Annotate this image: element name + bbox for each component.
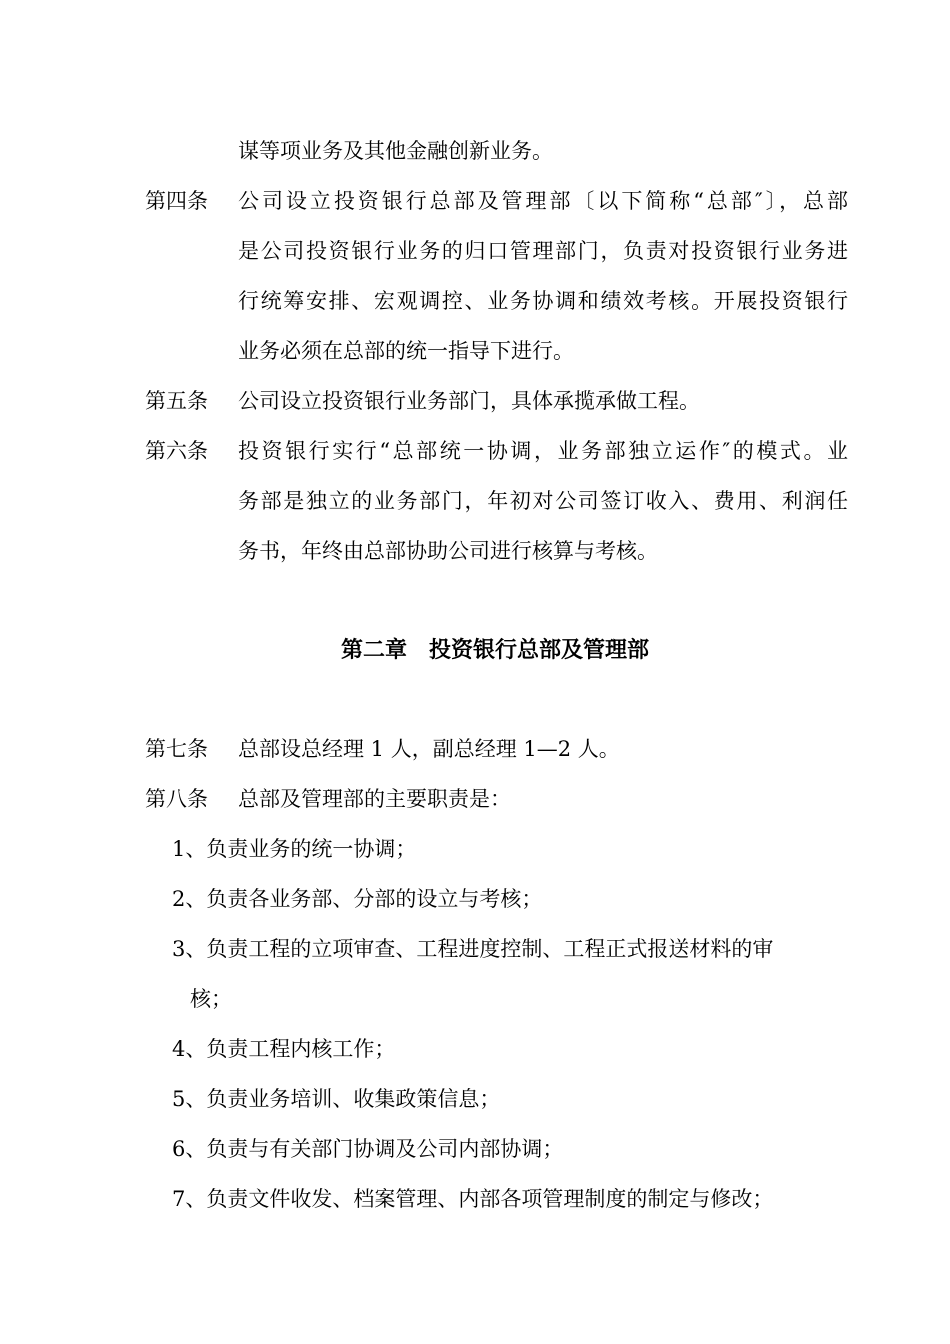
- article-5-label: 第五条: [145, 389, 208, 413]
- article-4-line-1: 公司设立投资银行总部及管理部〔以下简称“总部″〕，总部: [238, 189, 848, 213]
- article-4-line-3: 行统筹安排、宏观调控、业务协调和绩效考核。开展投资银行: [238, 289, 848, 313]
- duty-item-2: 2、负责各业务部、分部的设立与考核；: [172, 887, 543, 911]
- duty-item-6: 6、负责与有关部门协调及公司内部协调；: [172, 1137, 564, 1161]
- article-5-line-1: 公司设立投资银行业务部门，具体承揽承做工程。: [238, 389, 700, 413]
- article-8-text: 总部及管理部的主要职责是：: [238, 787, 511, 811]
- duty-item-3-continuation: 核；: [190, 987, 232, 1011]
- article-6-line-3: 务书，年终由总部协助公司进行核算与考核。: [238, 539, 658, 563]
- article-7-text: 总部设总经理 1 人，副总经理 1—2 人。: [238, 737, 620, 761]
- duty-item-3: 3、负责工程的立项审查、工程进度控制、工程正式报送材料的审: [172, 937, 774, 961]
- duty-item-7: 7、负责文件收发、档案管理、内部各项管理制度的制定与修改；: [172, 1187, 774, 1211]
- article-8-label: 第八条: [145, 787, 208, 811]
- continuation-text: 谋等项业务及其他金融创新业务。: [238, 139, 553, 163]
- article-4-line-4: 业务必须在总部的统一指导下进行。: [238, 339, 574, 363]
- article-4-line-2: 是公司投资银行业务的归口管理部门，负责对投资银行业务进: [238, 239, 848, 263]
- chapter-2-heading: 第二章 投资银行总部及管理部: [340, 637, 649, 663]
- article-7-label: 第七条: [145, 737, 208, 761]
- duty-item-4: 4、负责工程内核工作；: [172, 1037, 396, 1061]
- article-6-line-1: 投资银行实行“总部统一协调，业务部独立运作″的模式。业: [238, 439, 848, 463]
- duty-item-1: 1、负责业务的统一协调；: [172, 837, 417, 861]
- article-6-label: 第六条: [145, 439, 208, 463]
- article-6-line-2: 务部是独立的业务部门，年初对公司签订收入、费用、利润任: [238, 489, 848, 513]
- duty-item-5: 5、负责业务培训、收集政策信息；: [172, 1087, 501, 1111]
- article-4-label: 第四条: [145, 189, 208, 213]
